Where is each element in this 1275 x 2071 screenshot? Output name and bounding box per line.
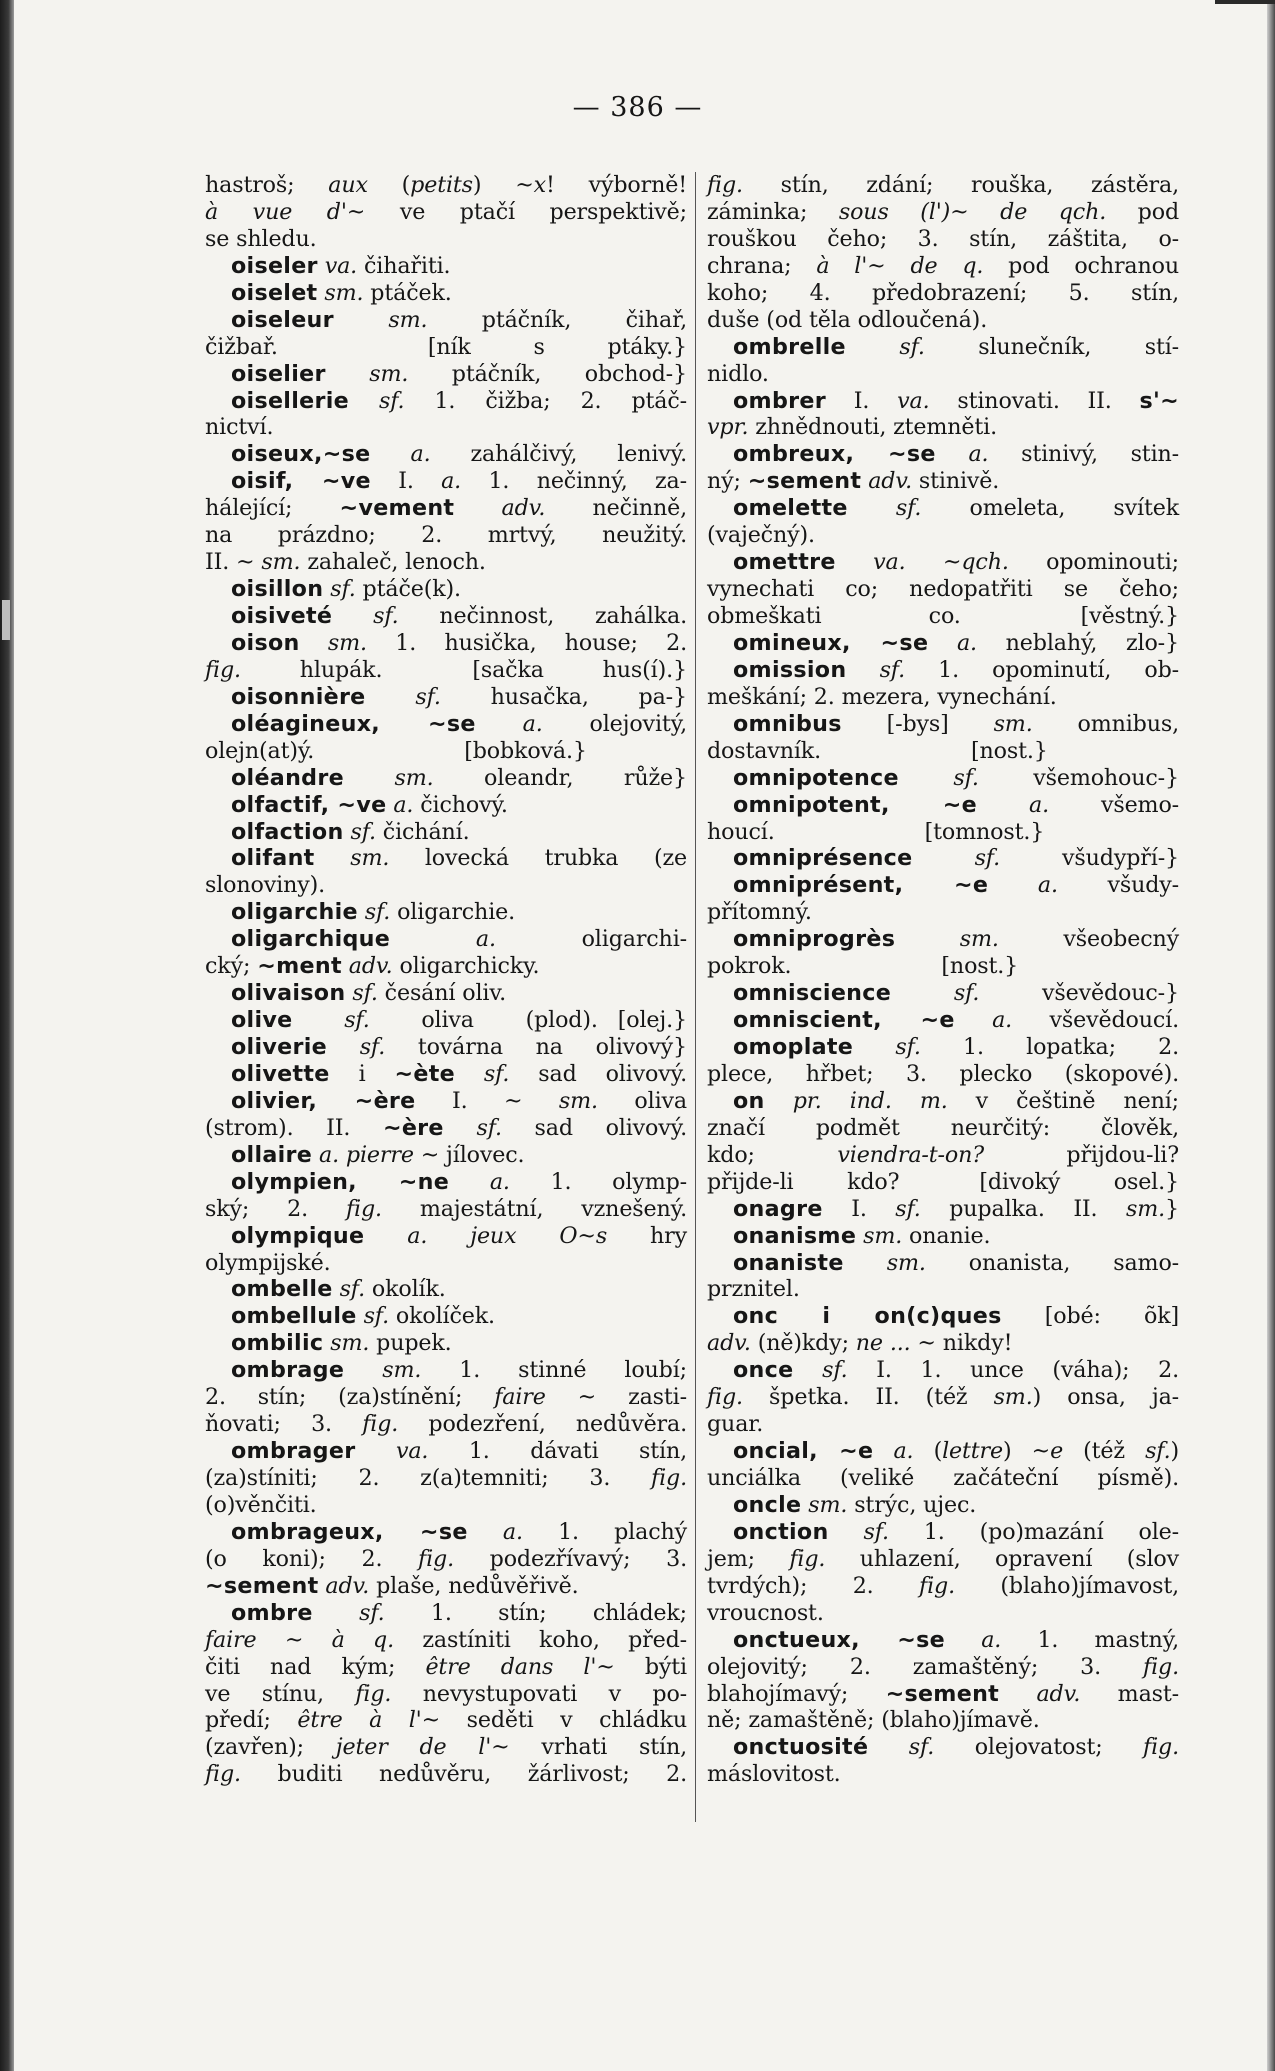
dictionary-line: ný; ~sement adv. stinivě.	[707, 468, 1000, 495]
dictionary-line: jem; fig. uhlazení, opravení (slov	[707, 1545, 1179, 1572]
dictionary-line: nictví.	[205, 414, 274, 441]
dictionary-line: značí podmět neurčitý: člověk,	[707, 1114, 1179, 1141]
dictionary-line: obmeškati co. [věstný.}	[707, 603, 1179, 629]
dictionary-line: olympien, ~ne a. 1. olymp-	[231, 1168, 688, 1195]
scan-right-edge	[1267, 0, 1275, 2071]
dictionary-line: onctuosité sf. olejovatost; fig.	[733, 1734, 1179, 1761]
dictionary-line: unciálka (veliké začáteční písmě).	[707, 1465, 1179, 1491]
dictionary-line: se shledu.	[205, 225, 317, 252]
dictionary-line: omniprésence sf. všudypří-}	[733, 845, 1180, 872]
column-divider	[695, 172, 696, 1822]
dictionary-line: vroucnost.	[707, 1599, 824, 1626]
dictionary-line: oliverie sf. továrna na olivový}	[231, 1034, 688, 1060]
dictionary-line: onaniste sm. onanista, samo-	[733, 1249, 1180, 1276]
dictionary-line: oisonnière sf. husačka, pa-}	[231, 683, 687, 710]
dictionary-line: na prázdno; 2. mrtvý, neužitý.	[205, 522, 687, 549]
dictionary-line: (strom). II. ~ère sf. sad olivový.	[205, 1114, 687, 1141]
dictionary-line: oison sm. 1. husička, house; 2.	[231, 629, 687, 656]
dictionary-line: slonoviny).	[205, 872, 326, 899]
dictionary-line: omoplate sf. 1. lopatka; 2.	[733, 1034, 1180, 1060]
dictionary-line: oiseler va. čihařiti.	[231, 252, 451, 279]
dictionary-line: omettre va. ~qch. opominouti;	[733, 549, 1179, 576]
dictionary-line: plece, hřbet; 3. plecko (skopové).	[707, 1060, 1179, 1087]
dictionary-line: olejovitý; 2. zamaštěný; 3. fig.	[707, 1653, 1179, 1680]
dictionary-line: omnibus [-bys] sm. omnibus,	[733, 710, 1179, 737]
dictionary-line: omelette sf. omeleta, svítek	[733, 495, 1180, 522]
dictionary-line: oléagineux, ~se a. olejovitý,	[231, 710, 687, 737]
dictionary-line: předí; être à l'~ seděti v chládku	[205, 1707, 688, 1734]
dictionary-line: onagre I. sf. pupalka. II. sm.}	[733, 1195, 1179, 1222]
dictionary-line: záminka; sous (l')~ de qch. pod	[707, 198, 1179, 225]
dictionary-line: přítomný.	[707, 899, 812, 926]
dictionary-line: ombilic sm. pupek.	[231, 1330, 452, 1357]
dictionary-line: oléandre sm. oleandr, růže}	[231, 764, 687, 791]
dictionary-line: ombrage sm. 1. stinné loubí;	[231, 1357, 688, 1384]
dictionary-line: omniscient, ~e a. vševědoucí.	[733, 1007, 1179, 1034]
dictionary-line: meškání; 2. mezera, vynechání.	[707, 683, 1057, 710]
dictionary-line: olympijské.	[205, 1249, 331, 1276]
dictionary-line: pokrok. [nost.}	[707, 953, 1019, 980]
dictionary-line: olivaison sf. česání oliv.	[231, 980, 506, 1007]
dictionary-line: omineux, ~se a. neblahý, zlo-}	[733, 629, 1179, 656]
dictionary-line: olive sf. oliva (plod). [olej.}	[231, 1007, 688, 1034]
dictionary-line: omnipotent, ~e a. všemo-	[733, 791, 1180, 818]
dictionary-line: hálející; ~vement adv. nečinně,	[205, 495, 687, 522]
dictionary-line: fig. špetka. II. (též sm.) onsa, ja-	[707, 1384, 1179, 1411]
dictionary-line: oisif, ~ve I. a. 1. nečinný, za-	[231, 468, 687, 495]
dictionary-line: ský; 2. fig. majestátní, vznešený.	[205, 1195, 688, 1222]
dictionary-line: máslovitost.	[707, 1761, 841, 1788]
dictionary-line: guar.	[707, 1411, 764, 1438]
dictionary-line: II. ~ sm. zahaleč, lenoch.	[205, 549, 486, 576]
dictionary-line: onction sf. 1. (po)mazání ole-	[733, 1518, 1179, 1545]
dictionary-line: ombrageux, ~se a. 1. plachý	[231, 1518, 687, 1545]
dictionary-line: duše (od těla odloučená).	[707, 306, 988, 333]
right-column	[707, 172, 1179, 1788]
dictionary-line: olivier, ~ère I. ~ sm. oliva	[231, 1087, 687, 1114]
scan-left-edge	[0, 0, 14, 2071]
dictionary-line: ombelle sf. okolík.	[231, 1276, 446, 1303]
dictionary-line: čiti nad kým; être dans l'~ býti	[205, 1653, 687, 1680]
dictionary-line: oisiveté sf. nečinnost, zahálka.	[231, 603, 687, 629]
dictionary-line: onctueux, ~se a. 1. mastný,	[733, 1626, 1180, 1653]
dictionary-line: ombrager va. 1. dávati stín,	[231, 1438, 688, 1465]
dictionary-line: houcí. [tomnost.}	[707, 818, 1045, 845]
dictionary-line: olifant sm. lovecká trubka (ze	[231, 845, 687, 872]
dictionary-line: oligarchique a. oligarchi-	[231, 926, 687, 953]
dictionary-line: 2. stín; (za)stínění; faire ~ zasti-	[205, 1384, 687, 1411]
dictionary-line: vpr. zhnědnouti, ztemněti.	[707, 414, 998, 441]
dictionary-line: tvrdých); 2. fig. (blaho)jímavost,	[707, 1572, 1180, 1599]
dictionary-line: (o)věnčiti.	[205, 1491, 317, 1518]
dictionary-line: (zavřen); jeter de l'~ vrhati stín,	[205, 1734, 687, 1761]
left-column	[205, 172, 687, 1788]
dictionary-line: onc i on(c)ques [obé: õk]	[733, 1303, 1180, 1330]
dictionary-line: olivette i ~ète sf. sad olivový.	[231, 1060, 687, 1087]
dictionary-line: ombrelle sf. slunečník, stí-	[733, 333, 1180, 360]
page-number: — 386 —	[572, 92, 703, 123]
dictionary-line: omniscience sf. vševědouc-}	[733, 980, 1179, 1007]
dictionary-line: ombellule sf. okolíček.	[231, 1303, 495, 1330]
dictionary-line: omniprésent, ~e a. všudy-	[733, 872, 1179, 899]
dictionary-line: fig. buditi nedůvěru, žárlivost; 2.	[205, 1761, 687, 1788]
dictionary-line: oiseux,~se a. zahálčivý, lenivý.	[231, 441, 687, 468]
dictionary-line: nidlo.	[707, 360, 769, 387]
dictionary-line: omission sf. 1. opominutí, ob-	[733, 656, 1180, 683]
dictionary-line: chrana; à l'~ de q. pod ochranou	[707, 252, 1179, 279]
dictionary-line: oisellerie sf. 1. čižba; 2. ptáč-	[231, 387, 687, 414]
dictionary-line: koho; 4. předobrazení; 5. stín,	[707, 279, 1179, 306]
dictionary-line: oncial, ~e a. (lettre) ~e (též sf.)	[733, 1438, 1179, 1465]
dictionary-line: prznitel.	[707, 1276, 800, 1303]
dictionary-line: oncle sm. strýc, ujec.	[733, 1491, 977, 1518]
dictionary-line: once sf. I. 1. unce (váha); 2.	[733, 1357, 1179, 1384]
scan-top-edge	[1215, 0, 1275, 4]
dictionary-line: ombre sf. 1. stín; chládek;	[231, 1599, 688, 1626]
dictionary-line: ombrer I. va. stinovati. II. s'~	[733, 387, 1180, 414]
dictionary-line: olfaction sf. čichání.	[231, 818, 470, 845]
dictionary-line: cký; ~ment adv. oligarchicky.	[205, 953, 540, 980]
dictionary-line: oligarchie sf. oligarchie.	[231, 899, 516, 926]
dictionary-line: adv. (ně)kdy; ne ... ~ nikdy!	[707, 1330, 1013, 1357]
dictionary-line: on pr. ind. m. v češtině není;	[733, 1087, 1179, 1114]
dictionary-line: ollaire a. pierre ~ jílovec.	[231, 1141, 525, 1168]
dictionary-line: (za)stíniti; 2. z(a)temniti; 3. fig.	[205, 1465, 687, 1491]
dictionary-line: ~sement adv. plaše, nedůvěřivě.	[205, 1572, 579, 1599]
dictionary-line: ňovati; 3. fig. podezření, nedůvěra.	[205, 1411, 687, 1438]
dictionary-line: oisillon sf. ptáče(k).	[231, 576, 461, 603]
dictionary-line: vynechati co; nedopatřiti se čeho;	[707, 576, 1179, 603]
dictionary-line: (vaječný).	[707, 522, 815, 549]
dictionary-line: rouškou čeho; 3. stín, záštita, o-	[707, 225, 1179, 252]
dictionary-line: přijde-li kdo? [divoký osel.}	[707, 1168, 1179, 1195]
dictionary-line: (o koni); 2. fig. podezřívavý; 3.	[205, 1545, 688, 1572]
dictionary-line: omniprogrès sm. všeobecný	[733, 926, 1180, 953]
dictionary-line: à vue d'~ ve ptačí perspektivě;	[205, 198, 687, 225]
dictionary-line: hastroš; aux (petits) ~x! výborně!	[205, 172, 687, 198]
dictionary-line: kdo; viendra-t-on? přijdou-li?	[707, 1141, 1179, 1168]
dictionary-line: oiselier sm. ptáčník, obchod-}	[231, 360, 687, 387]
dictionary-line: faire ~ à q. zastíniti koho, před-	[205, 1626, 687, 1653]
dictionary-line: olympique a. jeux O~s hry	[231, 1222, 688, 1249]
dictionary-line: oiseleur sm. ptáčník, čihař,	[231, 306, 688, 333]
dictionary-line: ně; zamaštěně; (blaho)jímavě.	[707, 1707, 1040, 1734]
dictionary-line: ve stínu, fig. nevystupovati v po-	[205, 1680, 687, 1707]
dictionary-line: olejn(at)ý. [bobková.}	[205, 737, 587, 764]
dictionary-line: oiselet sm. ptáček.	[231, 279, 452, 306]
dictionary-line: dostavník. [nost.}	[707, 737, 1048, 764]
dictionary-line: omnipotence sf. všemohouc-}	[733, 764, 1179, 791]
dictionary-line: olfactif, ~ve a. čichový.	[231, 791, 508, 818]
dictionary-line: čižbař. [ník s ptáky.}	[205, 333, 687, 360]
dictionary-line: fig. stín, zdání; rouška, zástěra,	[707, 172, 1179, 198]
dictionary-line: ombreux, ~se a. stinivý, stin-	[733, 441, 1179, 468]
dictionary-line: fig. hlupák. [sačka hus(í).}	[205, 656, 687, 683]
dictionary-line: blahojímavý; ~sement adv. mast-	[707, 1680, 1179, 1707]
dictionary-line: onanisme sm. onanie.	[733, 1222, 991, 1249]
